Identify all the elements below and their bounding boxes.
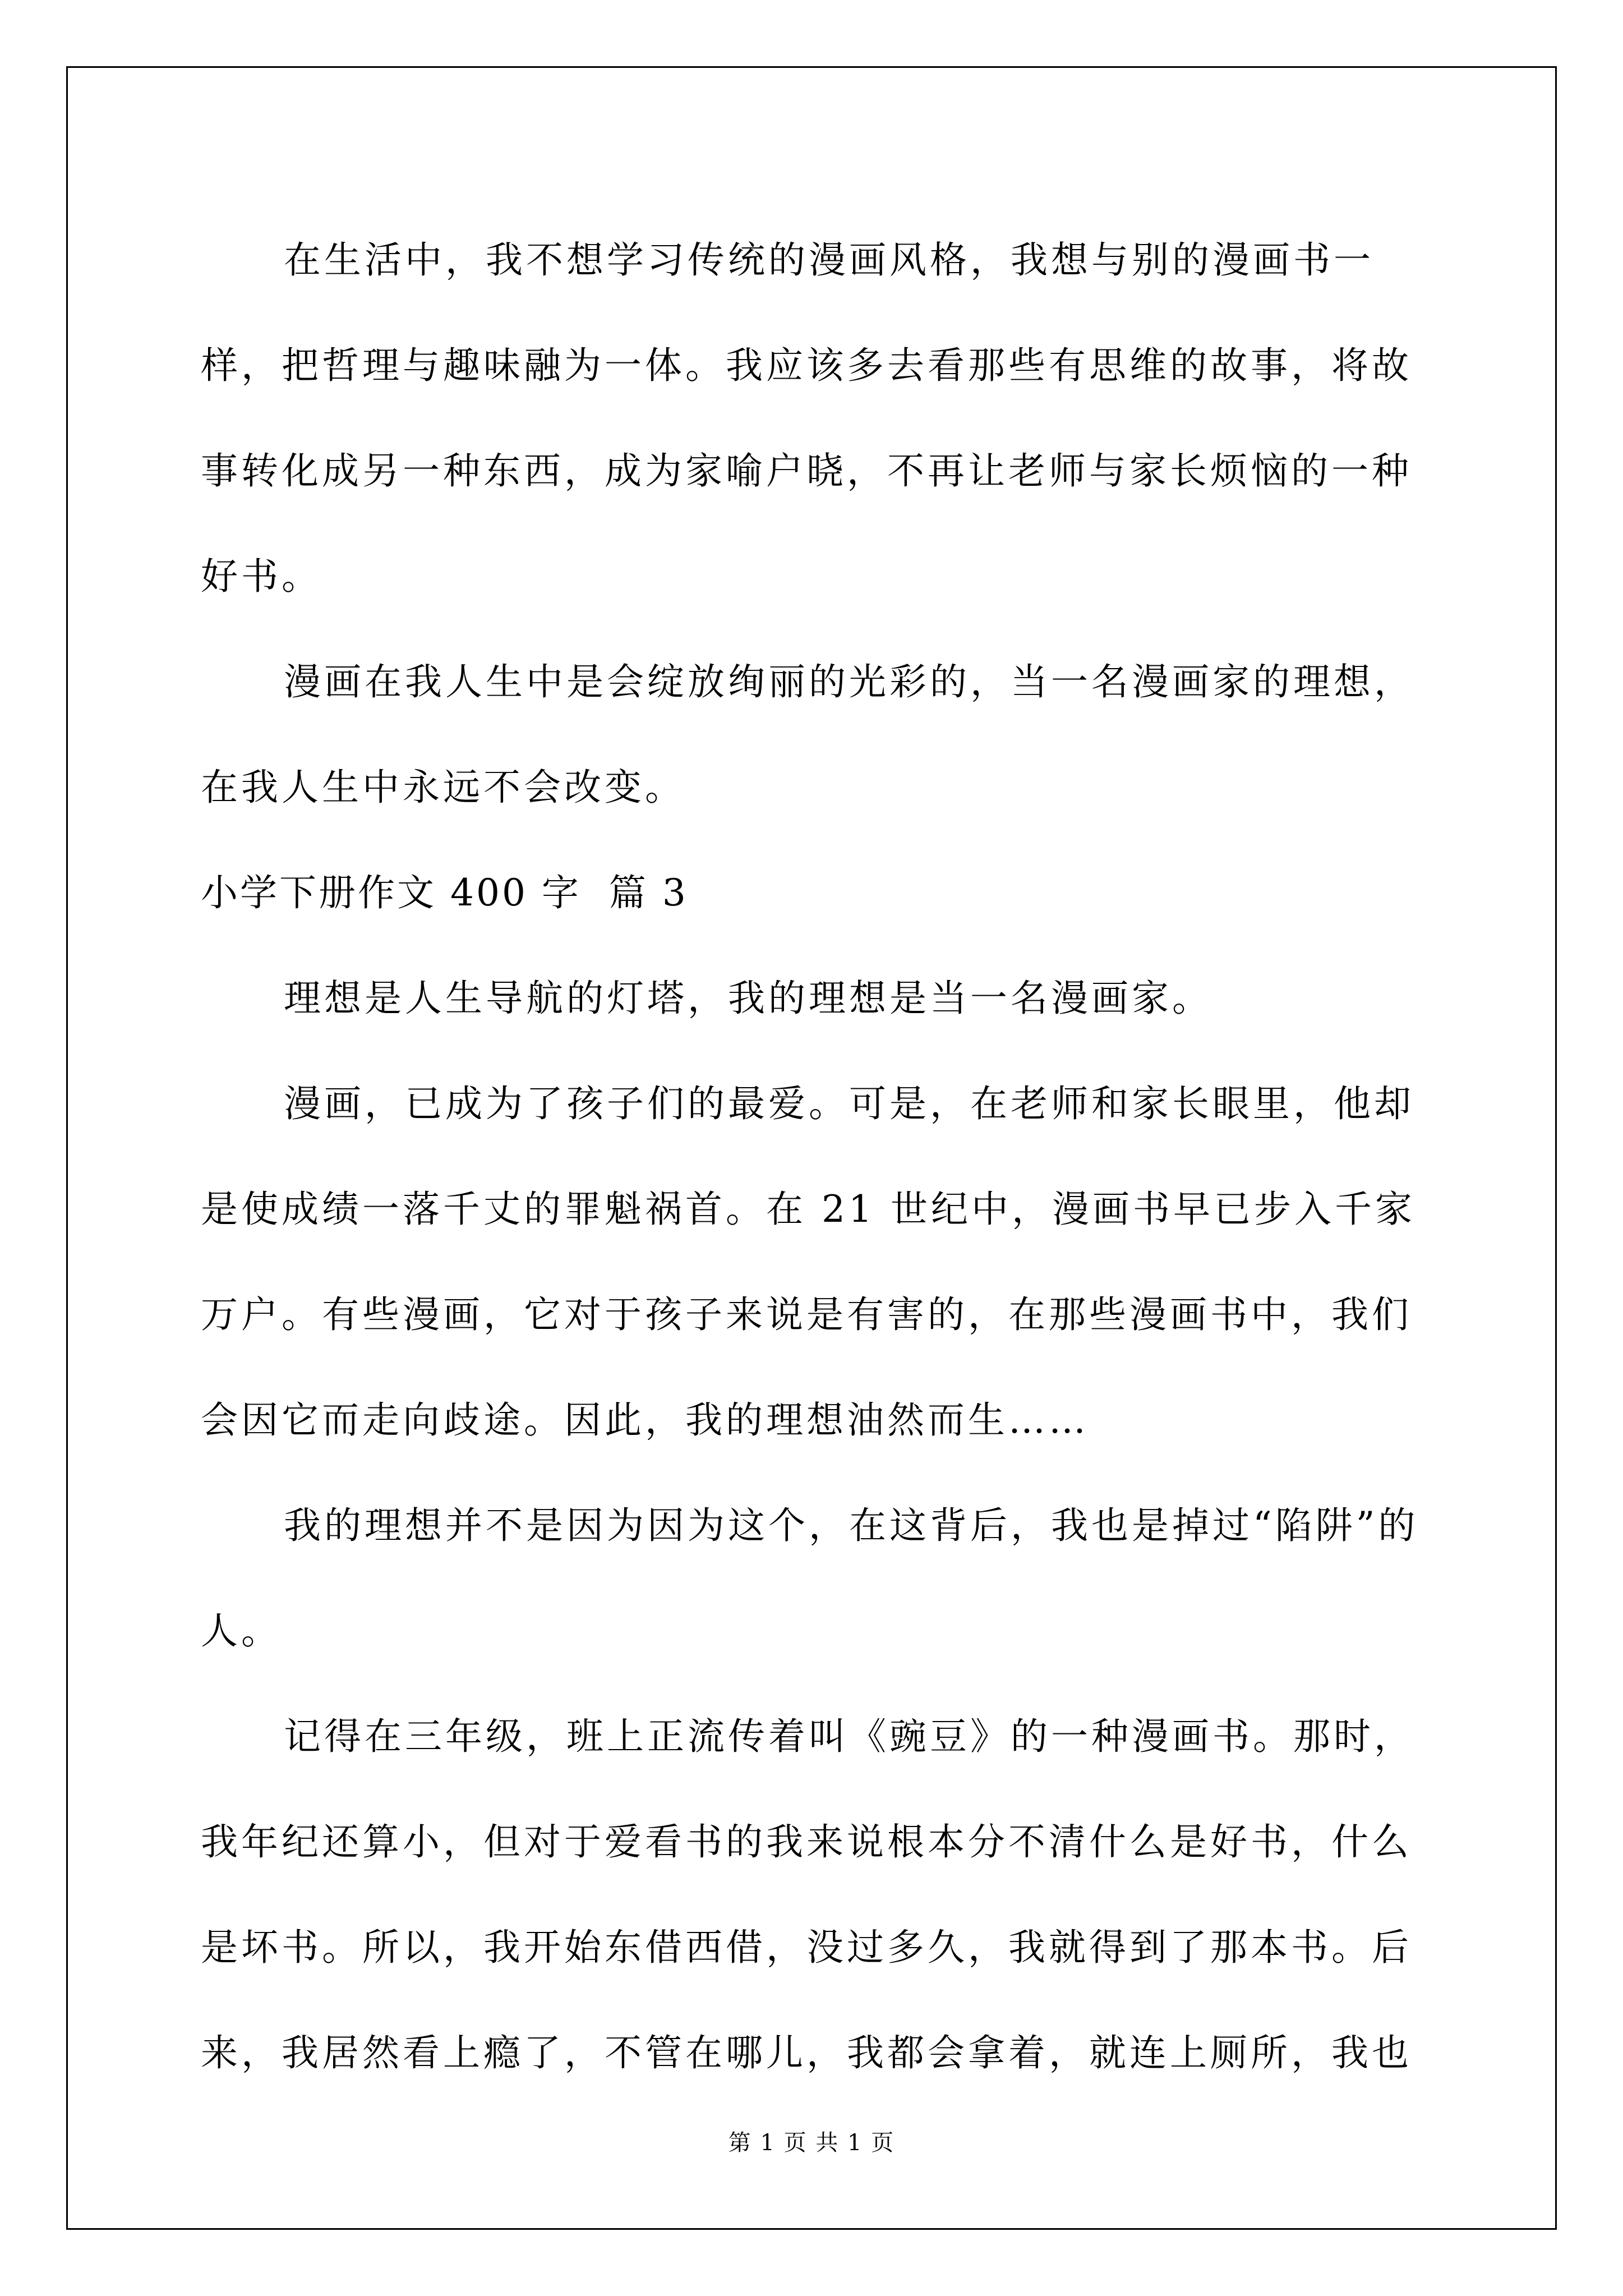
page-footer: 第 1 页 共 1 页 bbox=[728, 2130, 895, 2156]
paragraph: 在生活中，我不想学习传统的漫画风格，我想与别的漫画书一样，把哲理与趣味融为一体。我应该多去看那些有思维的故事，将故事转化成另一种东西，成为家喻户晓，不再让老师与家长烦恼的一种好书。 bbox=[201, 238, 1412, 598]
paragraph: 记得在三年级，班上正流传着叫《豌豆》的一种漫画书。那时，我年纪还算小，但对于爱看书的我来说根本分不清什么是好书，什么是坏书。所以，我开始东借西借，没过多久，我就得到了那本书。后来，我居然看上瘾了，不管在哪儿，我都会拿着，就连上厕所，我也 bbox=[201, 1715, 1414, 2074]
paragraph: 理想是人生导航的灯塔，我的理想是当一名漫画家。 bbox=[284, 977, 1212, 1020]
paragraph: 漫画，已成为了孩子们的最爱。可是，在老师和家长眼里，他却是使成绩一落千丈的罪魁祸首。在 21 世纪中，漫画书早已步入千家万户。有些漫画，它对于孩子来说是有害的，在那些漫画书中，我们会因它而走向歧途。因此，我的理想油然而生…… bbox=[201, 1082, 1415, 1442]
paragraph: 我的理想并不是因为因为这个，在这背后，我也是掉过“陷阱”的人。 bbox=[201, 1504, 1419, 1653]
paragraph: 漫画在我人生中是会绽放绚丽的光彩的，当一名漫画家的理想，在我人生中永远不会改变。 bbox=[201, 660, 1414, 809]
document-body bbox=[201, 208, 1435, 2106]
section-heading: 小学下册作文 400 字 篇 3 bbox=[201, 871, 688, 914]
